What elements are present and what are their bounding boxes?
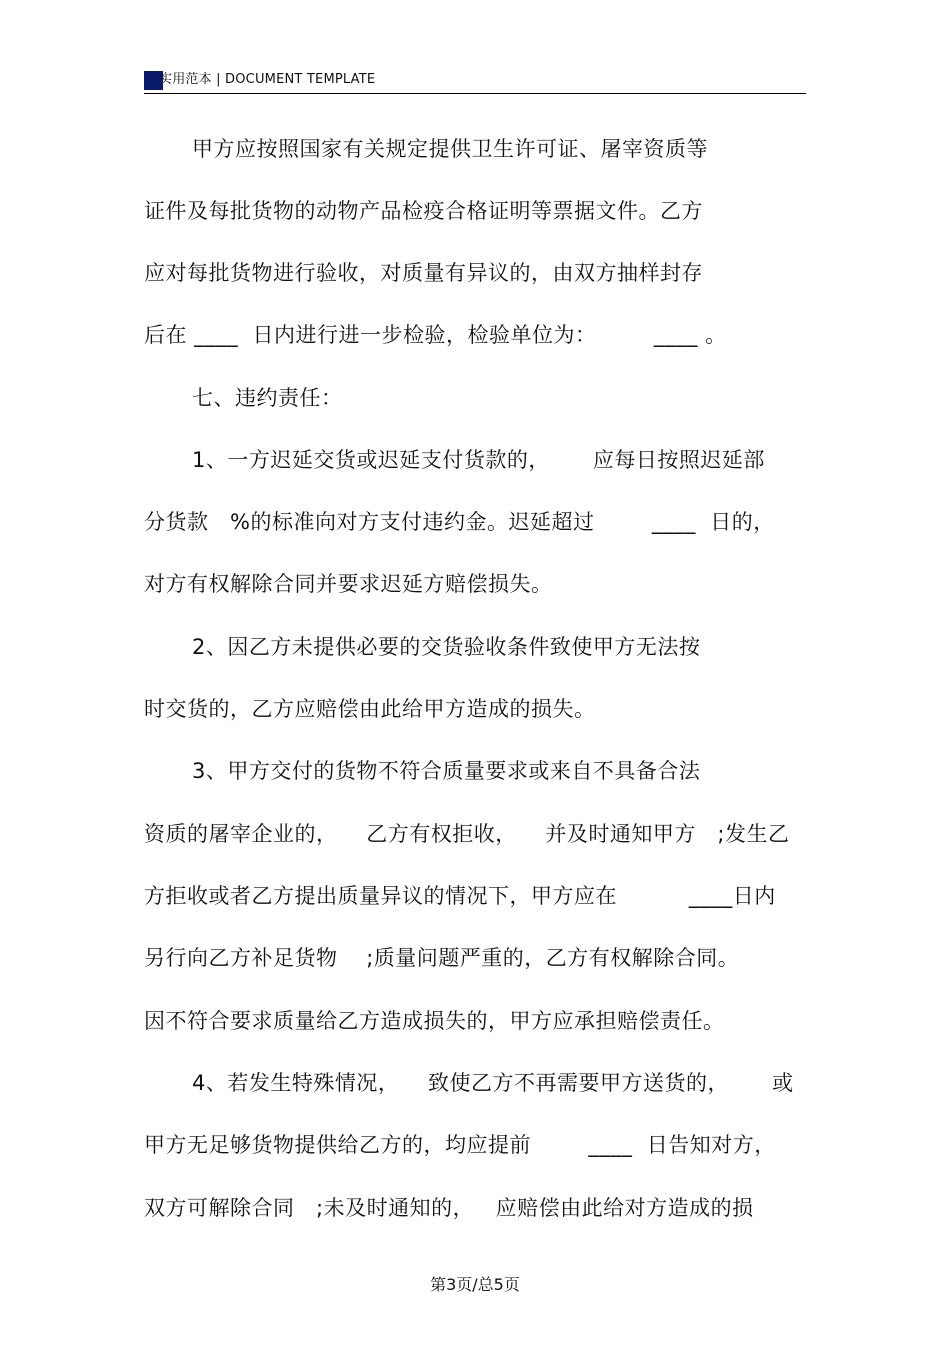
body-line-11: 3、甲方交付的货物不符合质量要求或来自不具备合法 <box>192 759 701 783</box>
body-line-9: 2、因乙方未提供必要的交货验收条件致使甲方无法按 <box>192 635 701 659</box>
body-line-17: 甲方无足够货物提供给乙方的，均应提前 ____ 日告知对方， <box>144 1133 776 1157</box>
body-line-18: 双方可解除合同 ;未及时通知的， 应赔偿由此给对方造成的损 <box>144 1196 754 1220</box>
header-title: 实用范本 | DOCUMENT TEMPLATE <box>159 72 376 87</box>
body-line-4: 后在 ____ 日内进行进一步检验，检验单位为： ____ 。 <box>144 323 727 347</box>
body-line-1: 甲方应按照国家有关规定提供卫生许可证、屠宰资质等 <box>192 137 708 161</box>
body-line-10: 时交货的，乙方应赔偿由此给甲方造成的损失。 <box>144 697 596 721</box>
body-line-13: 方拒收或者乙方提出质量异议的情况下，甲方应在 ____日内 <box>144 884 776 908</box>
section-heading-breach: 七、违约责任： <box>192 386 343 410</box>
body-line-12: 资质的屠宰企业的， 乙方有权拒收， 并及时通知甲方 ;发生乙 <box>144 822 790 846</box>
body-line-16: 4、若发生特殊情况， 致使乙方不再需要甲方送货的， 或 <box>192 1071 794 1095</box>
page-number: 第3页/总5页 <box>430 1275 520 1294</box>
body-line-7: 分货款 %的标准向对方支付违约金。迟延超过 ____ 日的， <box>144 510 775 534</box>
body-line-6: 1、一方迟延交货或迟延支付货款的， 应每日按照迟延部 <box>192 448 765 472</box>
header-rule <box>144 93 806 94</box>
body-line-8: 对方有权解除合同并要求迟延方赔偿损失。 <box>144 572 553 596</box>
body-line-14: 另行向乙方补足货物 ;质量问题严重的，乙方有权解除合同。 <box>144 946 740 970</box>
body-line-2: 证件及每批货物的动物产品检疫合格证明等票据文件。乙方 <box>144 199 703 223</box>
body-line-3: 应对每批货物进行验收，对质量有异议的，由双方抽样封存 <box>144 261 703 285</box>
body-line-15: 因不符合要求质量给乙方造成损失的，甲方应承担赔偿责任。 <box>144 1009 725 1033</box>
document-header <box>144 68 806 94</box>
